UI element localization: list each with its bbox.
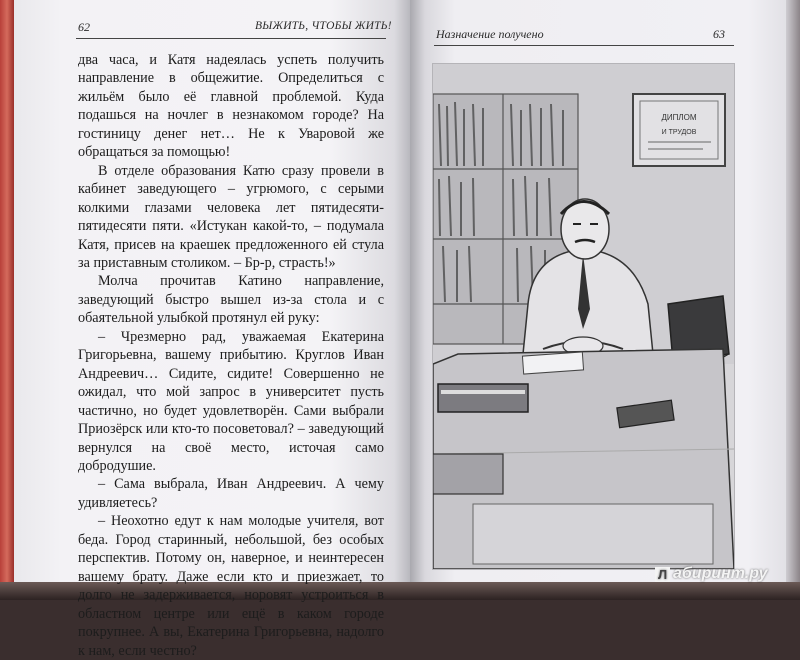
left-running-header: ВЫЖИТЬ, ЧТОБЫ ЖИТЬ!	[255, 20, 392, 32]
svg-text:ДИПЛОМ: ДИПЛОМ	[661, 113, 697, 122]
right-header-rule	[434, 45, 734, 46]
paragraph: Молча прочитав Катино направление, заведующий быстро вышел из-за стола и с обаятельной улыбкой протянул ей руку:	[78, 273, 384, 327]
labirint-logo-icon: Л	[655, 567, 670, 582]
right-running-header: Назначение получено	[436, 27, 544, 41]
desk	[433, 349, 734, 569]
left-page-number: 62	[78, 20, 90, 34]
left-body-text	[78, 51, 384, 660]
book-cover-edge	[0, 0, 14, 600]
paragraph: – Неохотно едут к нам молодые учителя, вот беда. Город старинный, небольшой, без особых перспектив. Потому он, наверное, и неинтересен вашему брату. Даже если кто и приезжает, то долго не задерживается, норовят устроиться в областном центре или ещё в каком городе покрупнее. А вы, Екатерина Григорьевна, надолго к нам, если честно?	[78, 513, 384, 659]
paragraph: – Чрезмерно рад, уважаемая Екатерина Григорьевна, вашему прибытию. Круглов Иван Андреевич… Сидите, сидите! Совершенно не ожидал, что мой запрос в университет пусть частично, но будет удовлетворён. Сами выбрали Приозёрск или кто-то посоветовал? – заведующий вернулся на своё место, источая само добродушие.	[78, 328, 384, 474]
svg-text:И ТРУДОВ: И ТРУДОВ	[661, 129, 697, 136]
paragraph: В отделе образования Катю сразу провели в кабинет заведующего – угрюмого, с серыми колкими глазами человека лет пятидесяти-пятидесяти пяти. «Истукан какой-то, – подумала Катя, присев на краешек предложенного ей стула за приставным столиком. – Бр-р, страсть!»	[78, 162, 384, 271]
paragraph: – Сама выбрала, Иван Андреевич. А чему удивляетесь?	[78, 476, 384, 511]
labirint-watermark	[655, 565, 768, 583]
illustration-office-scene	[432, 63, 735, 570]
paragraph: два часа, и Катя надеялась успеть получить направление в общежитие. Определиться с жильём было её главной проблемой. Куда подашься на ночлег в незнакомом городе? На гостиницу денег нет… Не к Уваровой же обращаться за помощью!	[78, 52, 384, 161]
watermark-text: абиринт.ру	[673, 565, 768, 582]
book-right-edge	[786, 0, 800, 600]
left-header-rule	[76, 38, 386, 39]
right-page-number: 63	[713, 27, 725, 41]
diploma-frame	[633, 94, 725, 166]
